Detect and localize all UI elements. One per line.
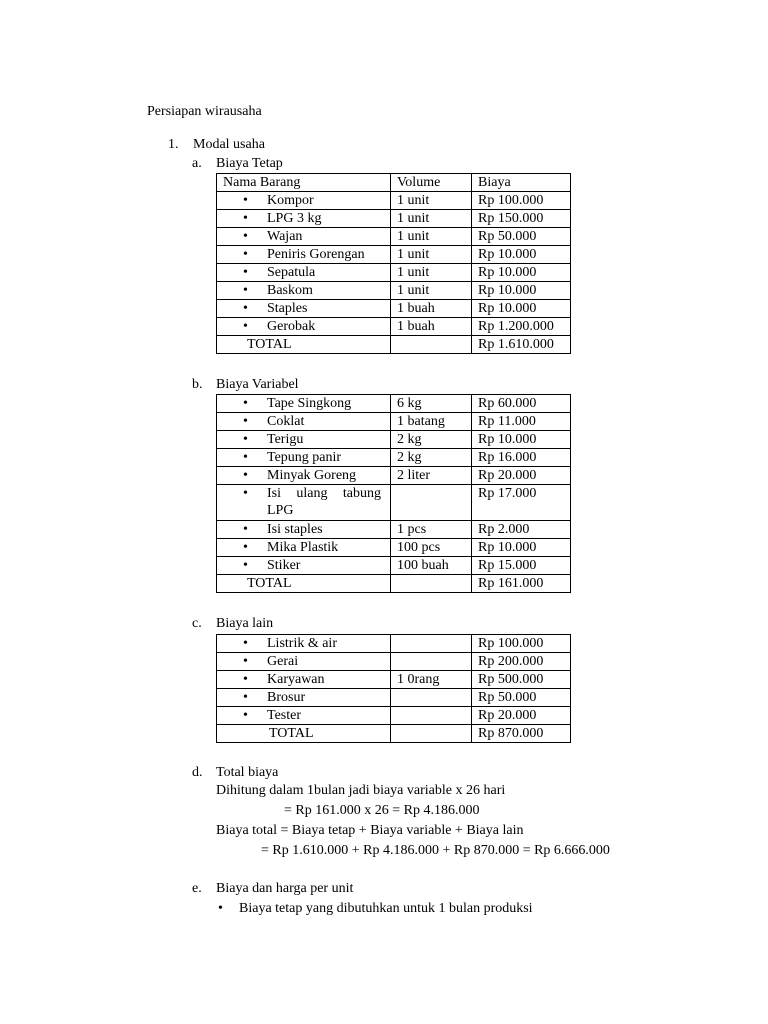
item-cost: Rp 10.000	[472, 282, 571, 300]
item-name: Gerai	[267, 654, 299, 669]
document-heading: Persiapan wirausaha	[147, 104, 262, 119]
subsection-title-e: Biaya dan harga per unit	[216, 881, 354, 896]
item-volume: 1 unit	[391, 246, 472, 264]
item-cost: Rp 16.000	[472, 449, 571, 467]
item-cost: Rp 11.000	[472, 413, 571, 431]
item-volume	[391, 485, 472, 521]
bullet-icon: •	[243, 486, 248, 501]
total-row	[217, 575, 571, 593]
calc-line-1: Dihitung dalam 1bulan jadi biaya variable x 26 hari	[216, 783, 506, 798]
bullet-icon: •	[243, 450, 248, 465]
item-cost: Rp 20.000	[472, 467, 571, 485]
empty-cell	[391, 336, 472, 354]
item-cost: Rp 100.000	[472, 635, 571, 653]
bullet-icon: •	[243, 432, 248, 447]
item-volume: 2 liter	[391, 467, 472, 485]
item-name: Coklat	[267, 414, 305, 429]
table-row	[217, 653, 571, 671]
item-volume: 1 buah	[391, 300, 472, 318]
bullet-icon: •	[243, 522, 248, 537]
item-name: Peniris Gorengan	[267, 247, 365, 262]
item-volume: 1 unit	[391, 228, 472, 246]
item-volume	[391, 635, 472, 653]
item-volume: 1 unit	[391, 210, 472, 228]
bullet-icon: •	[243, 229, 248, 244]
header-cell: Volume	[391, 174, 472, 192]
total-label: TOTAL	[269, 726, 314, 741]
item-volume	[391, 689, 472, 707]
item-cost: Rp 17.000	[472, 485, 571, 521]
calc-line-4: = Rp 1.610.000 + Rp 4.186.000 + Rp 870.000 = Rp 6.666.000	[261, 843, 610, 858]
item-volume: 1 unit	[391, 282, 472, 300]
item-name: Staples	[267, 301, 308, 316]
empty-cell	[391, 725, 472, 743]
table-row	[217, 264, 571, 282]
item-cost: Rp 10.000	[472, 264, 571, 282]
bullet-icon: •	[243, 396, 248, 411]
item-cost: Rp 15.000	[472, 557, 571, 575]
item-cost: Rp 1.200.000	[472, 318, 571, 336]
section-title: Modal usaha	[193, 137, 265, 152]
table-row	[217, 557, 571, 575]
table-row	[217, 246, 571, 264]
bullet-icon: •	[243, 654, 248, 669]
bullet-icon: •	[243, 265, 248, 280]
table-row	[217, 300, 571, 318]
bullet-icon: •	[243, 211, 248, 226]
item-cost: Rp 10.000	[472, 539, 571, 557]
other-cost-table	[216, 634, 571, 743]
bullet-text: Biaya tetap yang dibutuhkan untuk 1 bulan produksi	[239, 901, 533, 916]
item-volume: 6 kg	[391, 395, 472, 413]
item-volume	[391, 653, 472, 671]
item-name: Stiker	[267, 558, 301, 573]
bullet-icon: •	[243, 468, 248, 483]
empty-cell	[391, 575, 472, 593]
subsection-title-d: Total biaya	[216, 765, 279, 780]
item-volume	[391, 707, 472, 725]
item-cost: Rp 10.000	[472, 431, 571, 449]
table-row	[217, 671, 571, 689]
item-volume: 1 unit	[391, 192, 472, 210]
subsection-letter-e: e.	[192, 881, 202, 896]
item-volume: 100 buah	[391, 557, 472, 575]
bullet-icon: •	[243, 193, 248, 208]
item-name: Tester	[267, 708, 302, 723]
table-row	[217, 192, 571, 210]
bullet-icon: •	[243, 708, 248, 723]
subsection-letter-d: d.	[192, 765, 203, 780]
item-name: LPG 3 kg	[267, 211, 322, 226]
item-name: Isi staples	[267, 522, 323, 537]
bullet-icon: •	[218, 901, 223, 916]
item-name: Baskom	[267, 283, 313, 298]
item-volume: 1 unit	[391, 264, 472, 282]
subsection-title-a: Biaya Tetap	[216, 156, 283, 171]
table-row	[217, 449, 571, 467]
item-cost: Rp 20.000	[472, 707, 571, 725]
item-volume: 100 pcs	[391, 539, 472, 557]
item-cost: Rp 50.000	[472, 689, 571, 707]
item-volume: 2 kg	[391, 431, 472, 449]
subsection-letter-b: b.	[192, 377, 203, 392]
item-volume: 2 kg	[391, 449, 472, 467]
item-name: Tape Singkong	[267, 396, 352, 411]
table-row	[217, 413, 571, 431]
bullet-icon: •	[243, 301, 248, 316]
item-name: Wajan	[267, 229, 303, 244]
subsection-title-b: Biaya Variabel	[216, 377, 299, 392]
table-row	[217, 282, 571, 300]
header-cell: Biaya	[472, 174, 571, 192]
total-label: TOTAL	[247, 337, 292, 352]
item-cost: Rp 2.000	[472, 521, 571, 539]
bullet-icon: •	[243, 283, 248, 298]
item-volume: 1 pcs	[391, 521, 472, 539]
bullet-icon: •	[243, 558, 248, 573]
item-cost: Rp 100.000	[472, 192, 571, 210]
total-label: TOTAL	[247, 576, 292, 591]
item-name: Tepung panir	[267, 450, 342, 465]
item-name: Minyak Goreng	[267, 468, 357, 483]
item-name: Listrik & air	[267, 636, 337, 651]
table-row	[217, 539, 571, 557]
item-volume: 1 buah	[391, 318, 472, 336]
bullet-icon: •	[243, 672, 248, 687]
table-row	[217, 210, 571, 228]
table-row	[217, 707, 571, 725]
item-name: Sepatula	[267, 265, 316, 280]
section-number: 1.	[168, 137, 179, 152]
total-value: Rp 870.000	[472, 725, 571, 743]
item-name: Gerobak	[267, 319, 316, 334]
subsection-letter-a: a.	[192, 156, 202, 171]
bullet-icon: •	[243, 636, 248, 651]
bullet-icon: •	[243, 247, 248, 262]
calc-line-2: = Rp 161.000 x 26 = Rp 4.186.000	[284, 803, 480, 818]
table-row	[217, 318, 571, 336]
item-volume: 1 0rang	[391, 671, 472, 689]
subsection-title-c: Biaya lain	[216, 616, 274, 631]
calc-line-3: Biaya total = Biaya tetap + Biaya variable + Biaya lain	[216, 823, 524, 838]
bullet-icon: •	[243, 414, 248, 429]
item-name: Karyawan	[267, 672, 325, 687]
table-row	[217, 521, 571, 539]
item-name: Kompor	[267, 193, 314, 208]
bullet-icon: •	[243, 690, 248, 705]
subsection-letter-c: c.	[192, 616, 202, 631]
total-value: Rp 1.610.000	[472, 336, 571, 354]
item-cost: Rp 10.000	[472, 300, 571, 318]
bullet-icon: •	[243, 540, 248, 555]
item-cost: Rp 200.000	[472, 653, 571, 671]
bullet-icon: •	[243, 319, 248, 334]
table-row	[217, 689, 571, 707]
table-row	[217, 228, 571, 246]
variable-cost-table	[216, 394, 571, 593]
table-row	[217, 485, 571, 521]
table-header-row	[217, 174, 571, 192]
header-cell: Nama Barang	[217, 174, 391, 192]
item-name: Terigu	[267, 432, 304, 447]
item-cost: Rp 10.000	[472, 246, 571, 264]
item-name: Isi ulang tabung LPG	[267, 486, 381, 518]
item-name: Brosur	[267, 690, 306, 705]
item-cost: Rp 150.000	[472, 210, 571, 228]
table-row	[217, 395, 571, 413]
total-row	[217, 336, 571, 354]
total-value: Rp 161.000	[472, 575, 571, 593]
table-row	[217, 431, 571, 449]
item-volume: 1 batang	[391, 413, 472, 431]
table-row	[217, 635, 571, 653]
item-name: Mika Plastik	[267, 540, 339, 555]
item-cost: Rp 50.000	[472, 228, 571, 246]
item-cost: Rp 500.000	[472, 671, 571, 689]
fixed-cost-table	[216, 173, 571, 354]
total-row	[217, 725, 571, 743]
item-cost: Rp 60.000	[472, 395, 571, 413]
table-row	[217, 467, 571, 485]
